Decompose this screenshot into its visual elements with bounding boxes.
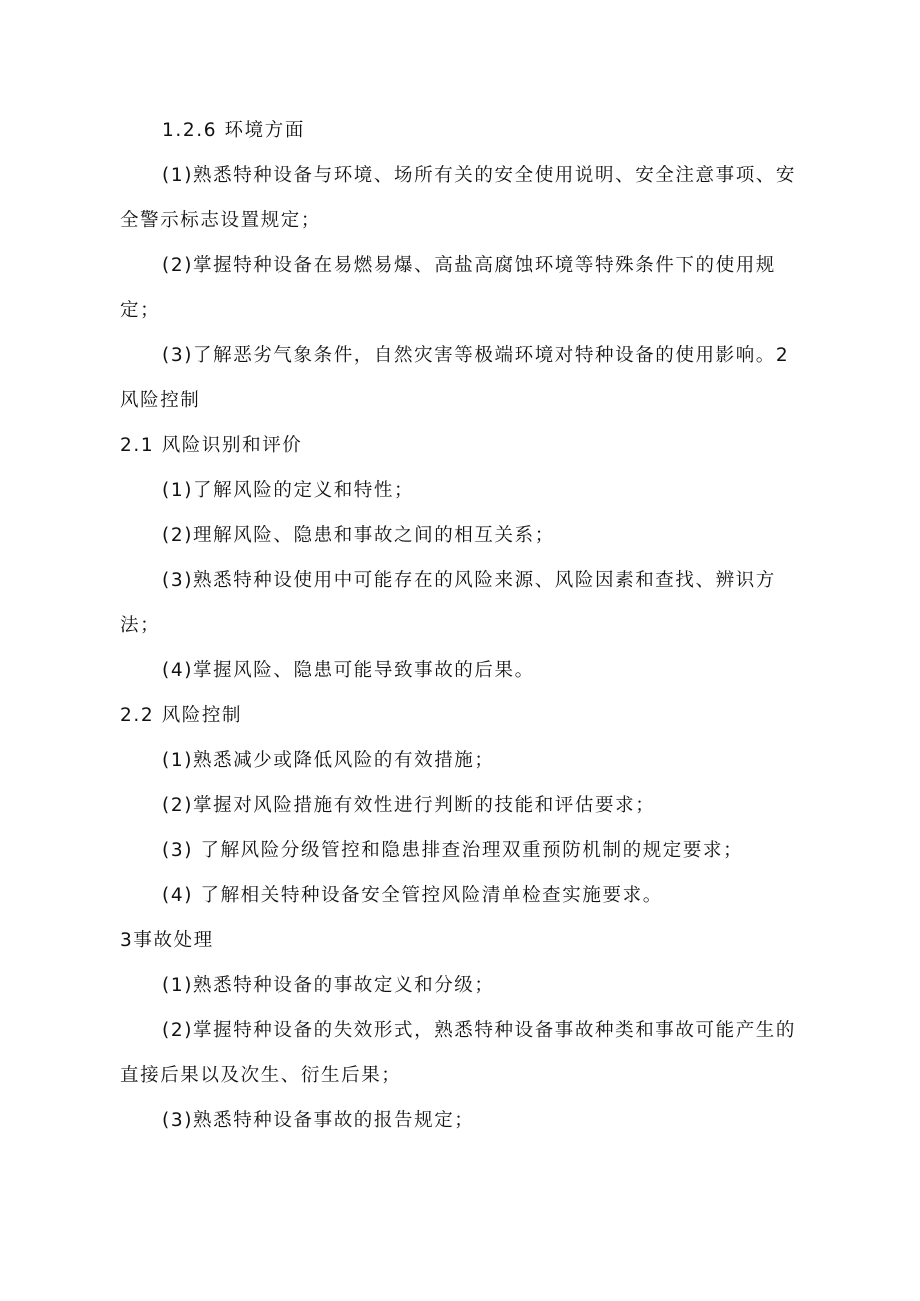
list-item-line: (1)熟悉特种设备与环境、场所有关的安全使用说明、安全注意事项、安 [162, 165, 797, 186]
list-item-line: (3)熟悉特种设备事故的报告规定； [162, 1110, 475, 1131]
list-item-line: (2)理解风险、隐患和事故之间的相互关系； [162, 525, 555, 546]
list-item-line: (4)掌握风险、隐患可能导致事故的后果。 [162, 660, 535, 681]
list-item-line: (1)了解风险的定义和特性； [162, 480, 415, 501]
list-item-line: (1)熟悉特种设备的事故定义和分级； [162, 975, 495, 996]
list-item-line-continued: 定； [120, 300, 161, 321]
list-item-line: (4) 了解相关特种设备安全管控风险清单检查实施要求。 [162, 885, 663, 906]
list-item-line-continued: 法； [120, 615, 161, 636]
list-item-line: (2)掌握特种设备的失效形式，熟悉特种设备事故种类和事故可能产生的 [162, 1020, 797, 1041]
list-item-line-continued: 全警示标志设置规定； [120, 210, 322, 231]
list-item-line-continued: 风险控制 [120, 390, 201, 411]
list-item-line: (3)了解恶劣气象条件，自然灾害等极端环境对特种设备的使用影响。2 [162, 345, 790, 366]
list-item-line: (1)熟悉减少或降低风险的有效措施； [162, 750, 495, 771]
section-heading-1-2-6: 1.2.6 环境方面 [162, 120, 305, 141]
list-item-line: (2)掌握特种设备在易燃易爆、高盐高腐蚀环境等特殊条件下的使用规 [162, 255, 776, 276]
section-heading-3: 3事故处理 [120, 930, 214, 951]
list-item-line: (3) 了解风险分级管控和隐患排查治理双重预防机制的规定要求； [162, 840, 744, 861]
section-heading-2-1: 2.1 风险识别和评价 [120, 435, 303, 456]
list-item-line: (2)掌握对风险措施有效性进行判断的技能和评估要求； [162, 795, 656, 816]
list-item-line-continued: 直接后果以及次生、衍生后果； [120, 1065, 402, 1086]
section-heading-2-2: 2.2 风险控制 [120, 705, 243, 726]
list-item-line: (3)熟悉特种设使用中可能存在的风险来源、风险因素和查找、辨识方 [162, 570, 776, 591]
